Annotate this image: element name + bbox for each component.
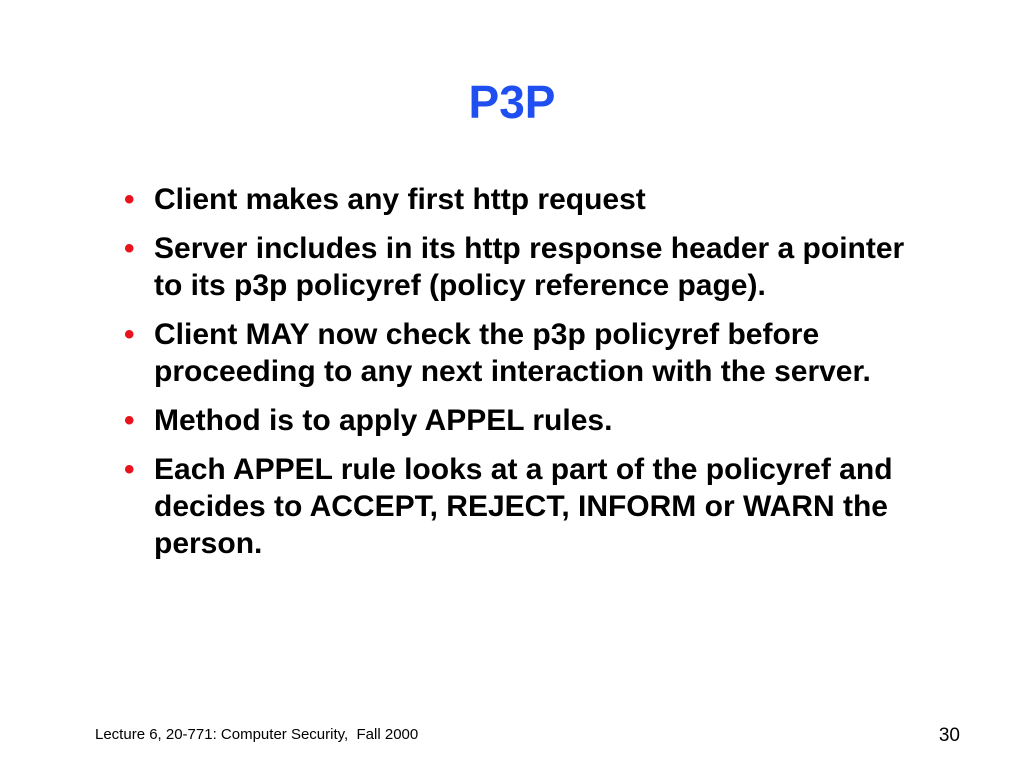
bullet-item bbox=[120, 230, 920, 304]
bullet-item bbox=[120, 451, 920, 562]
footer-lecture-info: Lecture 6, 20-771: Computer Security, Fall 2000 bbox=[95, 726, 419, 743]
bullet-text: Client MAY now check the p3p policyref before proceeding to any next interaction with the server. bbox=[154, 318, 871, 388]
bullet-text: Server includes in its http response header a pointer to its p3p policyref (policy reference page). bbox=[154, 232, 905, 302]
bullet-text: Each APPEL rule looks at a part of the policyref and decides to ACCEPT, REJECT, INFORM or WARN the person. bbox=[154, 453, 893, 560]
bullet-item bbox=[120, 402, 920, 439]
bullet-text: Client makes any first http request bbox=[154, 183, 646, 216]
bullet-dot-icon: • bbox=[124, 404, 135, 437]
bullet-dot-icon: • bbox=[124, 183, 135, 216]
bullet-item bbox=[120, 181, 920, 218]
bullet-dot-icon: • bbox=[124, 453, 135, 486]
bullet-text: Method is to apply APPEL rules. bbox=[154, 404, 613, 437]
slide-title: P3P bbox=[468, 76, 556, 128]
bullet-dot-icon: • bbox=[124, 318, 135, 351]
page-number: 30 bbox=[938, 725, 960, 746]
bullet-dot-icon: • bbox=[124, 232, 135, 265]
bullet-list bbox=[120, 181, 920, 574]
bullet-item bbox=[120, 316, 920, 390]
